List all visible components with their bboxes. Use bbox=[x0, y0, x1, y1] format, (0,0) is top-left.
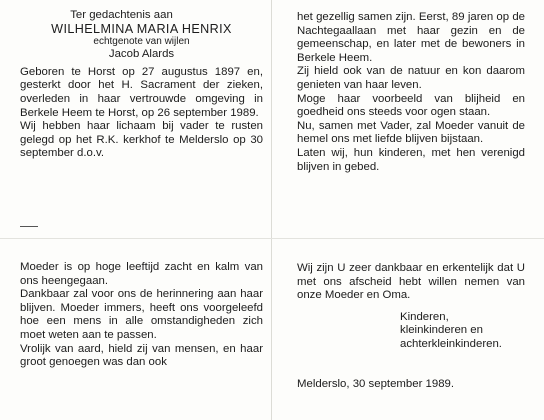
panel-top-right bbox=[297, 11, 525, 174]
spouse-name: Jacob Alards bbox=[108, 48, 175, 61]
deceased-name: WILHELMINA MARIA HENRIX bbox=[51, 21, 232, 36]
panel-top-left bbox=[20, 9, 263, 161]
paragraph: Nu, samen met Vader, zal Moeder vanuit de hemel ons met liefde blijven bijstaan. bbox=[297, 119, 525, 146]
paragraph: het gezellig samen zijn. Eerst, 89 jaren op de Nachtegaallaan met haar gezin en de gemeenschap, en later met de bewoners in Berkele Heem. bbox=[297, 11, 525, 64]
signatories bbox=[400, 311, 525, 352]
panel-bottom-right bbox=[297, 262, 525, 391]
life-details bbox=[20, 66, 263, 161]
paragraph: Geboren te Horst op 27 augustus 1897 en, gesterkt door het H. Sacrament der zieken, overleden in haar vertrouwde omgeving in Berkele Heem te Horst, op 26 september 1989. bbox=[20, 65, 263, 119]
paragraph: Vrolijk van aard, hield zij van mensen, en haar groot genoegen was dan ook bbox=[20, 342, 263, 369]
card-fold-horizontal bbox=[0, 238, 544, 239]
place-date: Melderslo, 30 september 1989. bbox=[297, 377, 455, 390]
card-fold-vertical bbox=[271, 0, 272, 420]
spouse-intro: echtgenote van wijlen bbox=[93, 36, 190, 48]
paragraph: Wij hebben haar lichaam bij vader te rusten gelegd op het R.K. kerkhof te Melderslo op 30 september d.o.v. bbox=[20, 120, 263, 160]
paragraph: Moeder is op hoge leeftijd zacht en kalm van ons heengegaan. bbox=[20, 261, 263, 287]
signatory-line: Kinderen, bbox=[400, 310, 449, 323]
panel-bottom-left bbox=[20, 261, 263, 370]
memorial-heading bbox=[20, 9, 263, 62]
paragraph: Moge haar voorbeeld van blijheid en goedheid ons steeds voor ogen staan. bbox=[297, 92, 525, 119]
paragraph: Zij hield ook van de natuur en kon daarom genieten van haar leven. bbox=[297, 65, 525, 91]
signatory-line: kleinkinderen en bbox=[400, 324, 483, 337]
header-line: Ter gedachtenis aan bbox=[70, 9, 173, 21]
paragraph: Dankbaar zal voor ons de herinnering aan haar blijven. Moeder immers, heeft ons voorgeleefd hoe een mens in alle omstandigheden zich moet weten aan te passen. bbox=[20, 288, 263, 341]
paragraph: Laten wij, hun kinderen, met hen verenigd blijven in gebed. bbox=[297, 146, 525, 173]
thanks-text: Wij zijn U zeer dankbaar en erkentelijk dat U met ons afscheid hebt willen nemen van onze Moeder en Oma. bbox=[297, 262, 525, 302]
separator-dash bbox=[20, 226, 38, 227]
signatory-line: achterkleinkinderen. bbox=[400, 337, 502, 350]
